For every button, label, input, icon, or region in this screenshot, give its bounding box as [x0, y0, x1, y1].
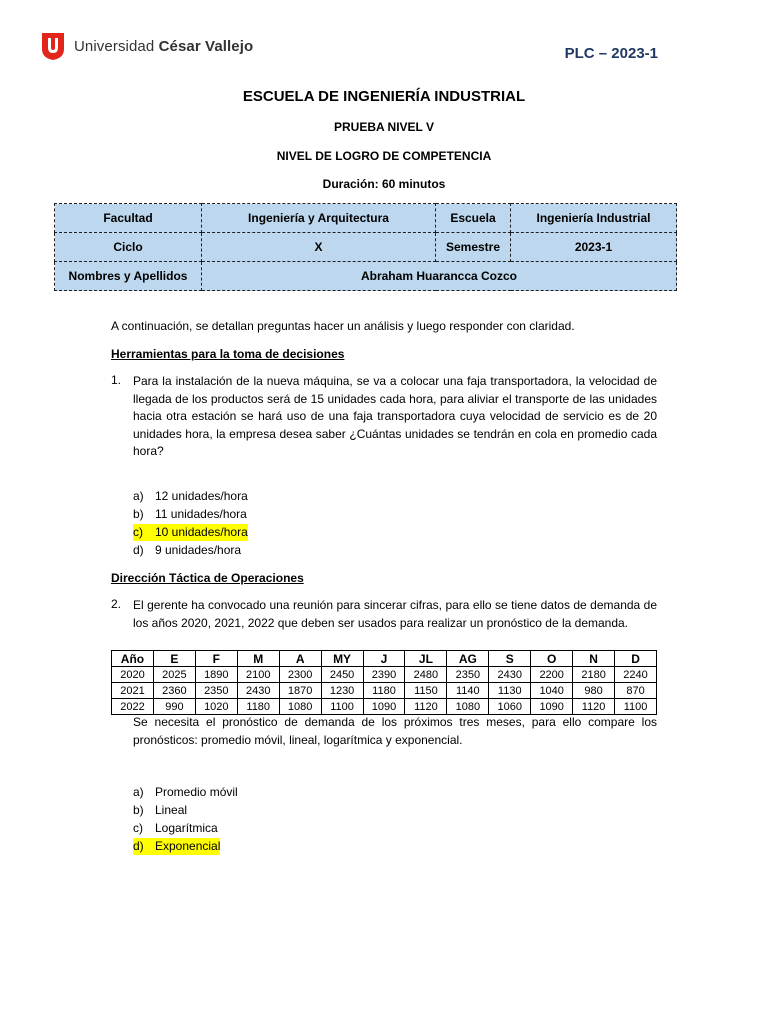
university-name: Universidad César Vallejo: [74, 37, 254, 55]
q2-option-a: a) Promedio móvil: [133, 785, 238, 799]
question-2-followup: Se necesita el pronóstico de demanda de los próximos tres meses, para ello compare los pronósticos: promedio móvil, lineal, logarítmica y exponencial.: [133, 715, 657, 747]
table-cell: 1120: [573, 699, 615, 715]
duration: Duración: 60 minutos: [322, 177, 446, 191]
question-1-number: 1.: [111, 373, 122, 387]
table-cell: 2480: [405, 667, 447, 683]
table-cell: 2360: [153, 683, 195, 699]
table-cell: 1890: [195, 667, 237, 683]
page-title: ESCUELA DE INGENIERÍA INDUSTRIAL: [242, 88, 526, 105]
header-cell: J: [363, 651, 405, 667]
header-cell: A: [279, 651, 321, 667]
table-cell: 990: [153, 699, 195, 715]
table-cell: 2240: [615, 667, 657, 683]
header-cell: MY: [321, 651, 363, 667]
header-cell: JL: [405, 651, 447, 667]
table-cell: 2022: [112, 699, 154, 715]
header-cell: O: [531, 651, 573, 667]
header-cell: E: [153, 651, 195, 667]
table-cell: 2021: [112, 683, 154, 699]
section-heading-decisions: Herramientas para la toma de decisiones: [111, 347, 345, 361]
table-cell: 1120: [405, 699, 447, 715]
header-cell: M: [237, 651, 279, 667]
table-cell: 1180: [363, 683, 405, 699]
table-cell: 2350: [447, 667, 489, 683]
q1-option-d: d) 9 unidades/hora: [133, 543, 242, 557]
table-cell: 1230: [321, 683, 363, 699]
table-cell: 1060: [489, 699, 531, 715]
document-code: PLC – 2023-1: [564, 45, 658, 62]
table-cell: 1090: [531, 699, 573, 715]
q1-option-a: a) 12 unidades/hora: [133, 489, 248, 503]
table-cell: 1130: [489, 683, 531, 699]
question-2-number: 2.: [111, 597, 122, 611]
table-cell: 1150: [405, 683, 447, 699]
ciclo-label: Ciclo: [55, 233, 202, 262]
facultad-label: Facultad: [55, 204, 202, 233]
table-cell: 1040: [531, 683, 573, 699]
intro-text: A continuación, se detallan preguntas hacer un análisis y luego responder con claridad.: [111, 319, 575, 333]
q1-option-b: b) 11 unidades/hora: [133, 507, 247, 521]
table-cell: 1080: [447, 699, 489, 715]
table-cell: 1140: [447, 683, 489, 699]
table-cell: 2100: [237, 667, 279, 683]
table-cell: 1100: [321, 699, 363, 715]
table-cell: 2020: [112, 667, 154, 683]
table-cell: 2025: [153, 667, 195, 683]
table-row: [112, 683, 657, 699]
table-cell: 870: [615, 683, 657, 699]
table-cell: 1180: [237, 699, 279, 715]
header-cell: Año: [112, 651, 154, 667]
facultad-value: Ingeniería y Arquitectura: [202, 204, 436, 233]
table-cell: 1870: [279, 683, 321, 699]
semestre-value: 2023-1: [511, 233, 677, 262]
nombres-value: Abraham Huarancca Cozco: [202, 262, 677, 291]
table-cell: 1020: [195, 699, 237, 715]
escuela-label: Escuela: [436, 204, 511, 233]
test-level: PRUEBA NIVEL V: [333, 120, 435, 134]
table-cell: 2390: [363, 667, 405, 683]
q2-option-c: c) Logarítmica: [133, 821, 218, 835]
table-cell: 2180: [573, 667, 615, 683]
header-cell: AG: [447, 651, 489, 667]
q2-option-d-highlighted: d) Exponencial: [133, 839, 221, 853]
university-logo: [40, 31, 253, 61]
table-cell: 1080: [279, 699, 321, 715]
header-cell: F: [195, 651, 237, 667]
q1-option-c-highlighted: c) 10 unidades/hora: [133, 525, 248, 539]
demand-table-header: [112, 651, 657, 667]
table-cell: 2430: [237, 683, 279, 699]
table-cell: 1100: [615, 699, 657, 715]
table-row: [112, 699, 657, 715]
demand-table: [111, 650, 657, 715]
student-info-table: [54, 203, 677, 291]
escuela-value: Ingeniería Industrial: [511, 204, 677, 233]
header-cell: N: [573, 651, 615, 667]
table-cell: 980: [573, 683, 615, 699]
semestre-label: Semestre: [436, 233, 511, 262]
table-cell: 2300: [279, 667, 321, 683]
table-cell: 2430: [489, 667, 531, 683]
table-cell: 2450: [321, 667, 363, 683]
nombres-label: Nombres y Apellidos: [55, 262, 202, 291]
q2-option-b: b) Lineal: [133, 803, 188, 817]
competency-level: NIVEL DE LOGRO DE COMPETENCIA: [276, 149, 492, 163]
table-row: [112, 667, 657, 683]
table-cell: 2350: [195, 683, 237, 699]
question-1-text: Para la instalación de la nueva máquina, se va a colocar una faja transportadora, la velocidad de llegada de los productos será de 15 unidades cada hora, para aliviar el transporte de las unidades hacia otra estación se hará uso de una faja transportadora cuya velocidad de servicio es de 20 unidades hora, la empresa desea saber ¿Cuántas unidades se tendrán en cola en promedio cada hora?: [133, 374, 657, 458]
header-cell: S: [489, 651, 531, 667]
ucv-shield-icon: [40, 31, 66, 61]
section-heading-operations: Dirección Táctica de Operaciones: [111, 571, 304, 585]
table-cell: 1090: [363, 699, 405, 715]
ciclo-value: X: [202, 233, 436, 262]
header-cell: D: [615, 651, 657, 667]
table-cell: 2200: [531, 667, 573, 683]
question-2-text: El gerente ha convocado una reunión para sincerar cifras, para ello se tiene datos de demanda de los años 2020, 2021, 2022 que deben ser usados para realizar un pronóstico de la demanda.: [133, 598, 657, 630]
